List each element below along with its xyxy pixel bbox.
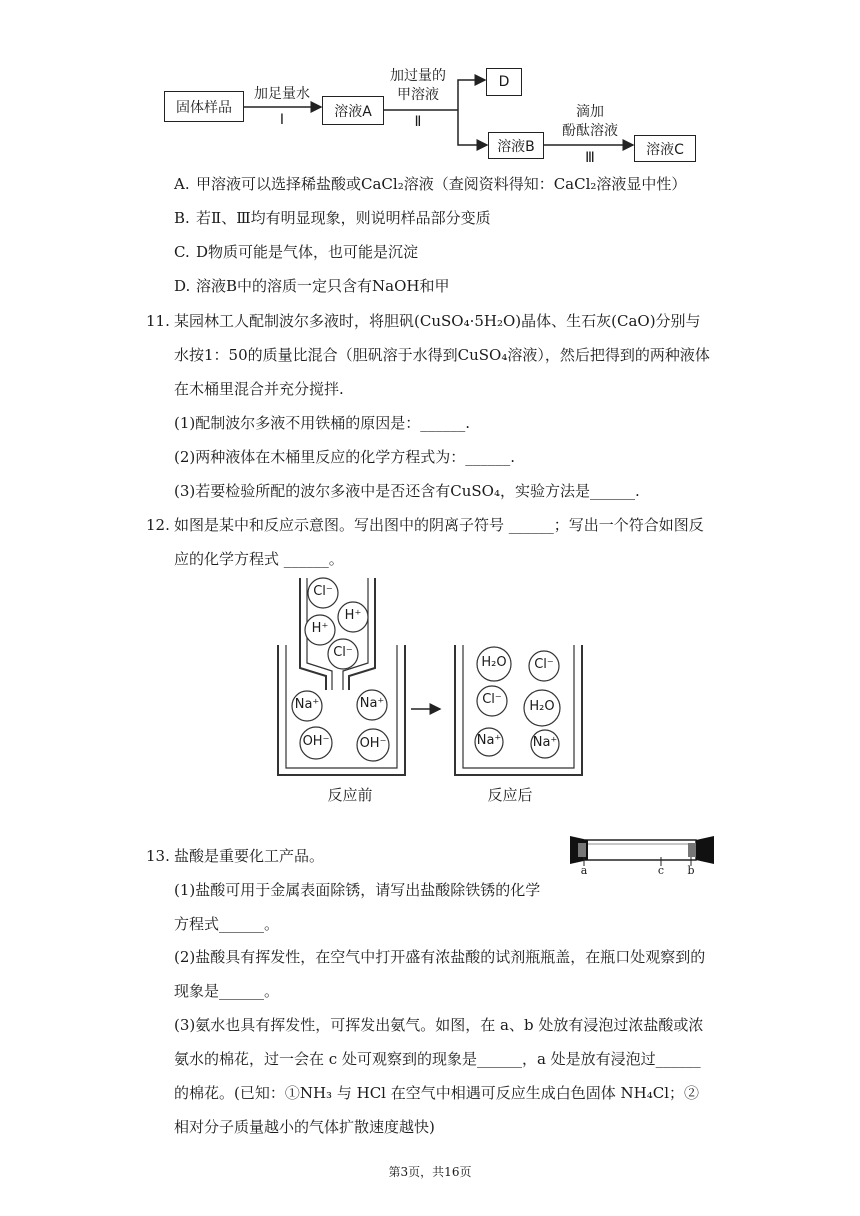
q11-sub2: (2)两种液体在木桶里反应的化学方程式为：______. [174, 448, 516, 466]
q12-line2: 应的化学方程式 ______。 [174, 550, 344, 568]
q13-number: 13. [146, 847, 170, 865]
q12-number: 12. [146, 516, 170, 534]
q13-sub1-line1: (1)盐酸可用于金属表面除锈，请写出盐酸除铁锈的化学 [174, 881, 541, 899]
q11-number: 11. [146, 312, 170, 330]
q11-line1: 某园林工人配制波尔多液时，将胆矾(CuSO₄·5H₂O)晶体、生石灰(CaO)分别与 [174, 312, 701, 330]
flow-step3-label-1: 滴加 [576, 104, 604, 120]
q12-line1: 如图是某中和反应示意图。写出图中的阴离子符号 ______；写出一个符合如图反 [174, 516, 704, 534]
dropper-ion-2: H⁺ [344, 608, 362, 623]
flow-step2-num: Ⅱ [414, 114, 422, 130]
flow-step1-label: 加足量水 [254, 86, 310, 102]
tube-label-b: b [687, 864, 695, 877]
tube-label-a: a [580, 864, 588, 877]
before-ion-1: Na⁺ [294, 697, 320, 712]
q11-line3: 在木桶里混合并充分搅拌. [174, 380, 344, 398]
after-ion-3: Cl⁻ [482, 692, 502, 707]
dropper-ion-3: H⁺ [311, 621, 329, 636]
flow-step2-label-2: 甲溶液 [397, 87, 439, 103]
flow-box-b: 溶液B [488, 132, 544, 159]
q13-sub3-line2: 氨水的棉花，过一会在 c 处可观察到的现象是______，a 处是放有浸泡过______ [174, 1050, 701, 1068]
option-c: C. D物质可能是气体，也可能是沉淀 [174, 243, 419, 261]
option-b: B. 若Ⅱ、Ⅲ均有明显现象，则说明样品部分变质 [174, 209, 491, 227]
q13-sub3-line1: (3)氨水也具有挥发性，可挥发出氨气。如图，在 a、b 处放有浸泡过浓盐酸或浓 [174, 1016, 704, 1034]
flow-step3-label-2: 酚酞溶液 [562, 123, 618, 139]
before-ion-3: OH⁻ [302, 734, 330, 749]
after-ion-4: H₂O [529, 699, 555, 714]
q13-sub2-line1: (2)盐酸具有挥发性，在空气中打开盛有浓盐酸的试剂瓶瓶盖，在瓶口处观察到的 [174, 948, 706, 966]
q11-sub3: (3)若要检验所配的波尔多液中是否还含有CuSO₄，实验方法是______. [174, 482, 640, 500]
q13-sub3-line4: 相对分子质量越小的气体扩散速度越快) [174, 1118, 435, 1136]
flow-box-d: D [486, 68, 522, 96]
q13-sub3-line3: 的棉花。(已知：①NH₃ 与 HCl 在空气中相遇可反应生成白色固体 NH₄Cl；② [174, 1084, 699, 1102]
q13-sub1-line2: 方程式______。 [174, 915, 280, 933]
flow-box-a: 溶液A [322, 96, 384, 125]
before-ion-4: OH⁻ [359, 736, 387, 751]
q11-sub1: (1)配制波尔多液不用铁桶的原因是：______. [174, 414, 471, 432]
before-ion-2: Na⁺ [359, 696, 385, 711]
q13-line1: 盐酸是重要化工产品。 [174, 847, 325, 865]
after-ion-2: Cl⁻ [534, 657, 554, 672]
option-a: A. 甲溶液可以选择稀盐酸或CaCl₂溶液（查阅资料得知：CaCl₂溶液显中性） [174, 175, 687, 193]
before-label: 反应前 [327, 786, 373, 804]
flow-box-solid: 固体样品 [164, 91, 244, 122]
after-label: 反应后 [487, 786, 533, 804]
flow-step2-label-1: 加过量的 [390, 68, 446, 84]
q13-sub2-line2: 现象是______。 [174, 982, 280, 1000]
flow-step3-num: Ⅲ [585, 150, 595, 166]
page-footer: 第3页，共16页 [388, 1165, 472, 1179]
after-ion-6: Na⁺ [532, 735, 558, 750]
after-ion-5: Na⁺ [476, 733, 502, 748]
q11-line2: 水按1：50的质量比混合（胆矾溶于水得到CuSO₄溶液），然后把得到的两种液体 [174, 346, 710, 364]
after-ion-1: H₂O [481, 655, 507, 670]
tube-label-c: c [657, 864, 665, 877]
flow-step1-num: Ⅰ [279, 112, 285, 128]
dropper-ion-4: Cl⁻ [333, 645, 353, 660]
option-d: D. 溶液B中的溶质一定只含有NaOH和甲 [174, 277, 450, 295]
flow-box-c: 溶液C [634, 135, 696, 162]
dropper-ion-1: Cl⁻ [313, 584, 333, 599]
